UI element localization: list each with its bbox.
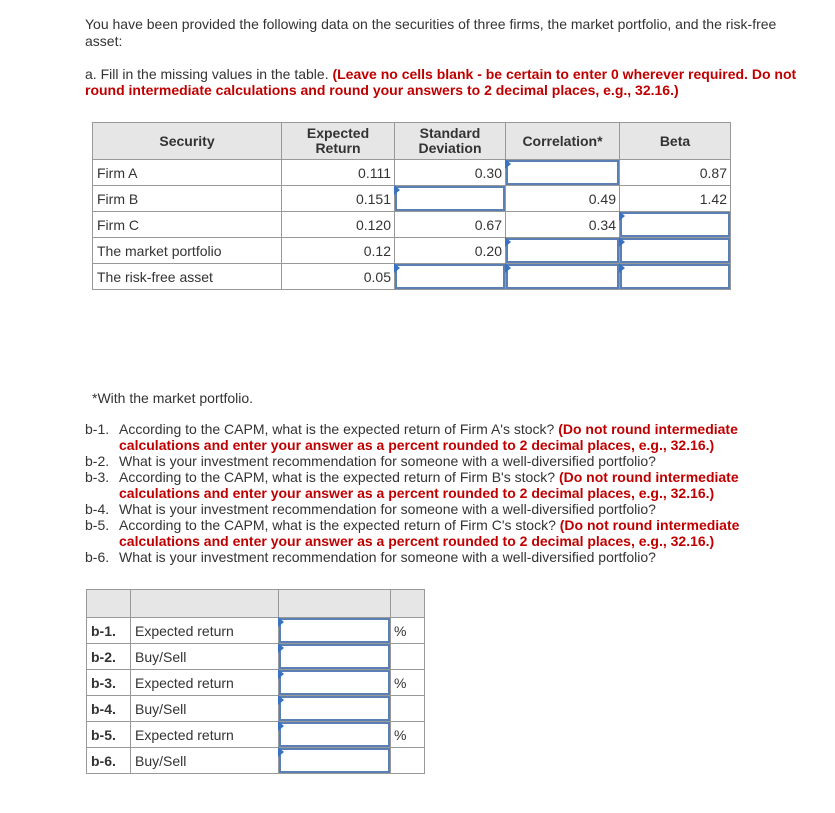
question-text: According to the CAPM, what is the expected return of Firm A's stock?	[119, 421, 555, 437]
flag-icon	[278, 721, 284, 731]
expected-return-value: 0.111	[282, 160, 395, 186]
security-name: The risk-free asset	[93, 264, 282, 290]
question-b5	[85, 517, 785, 549]
b5-expected-return-input[interactable]	[279, 722, 390, 747]
part-a-instruction: (Leave no cells blank - be certain to enter 0 wherever required. Do not round intermediate calculations and round your answers to 2 decimal places, e.g., 32.16.)	[85, 66, 797, 98]
beta-value: 0.87	[620, 160, 731, 186]
part-a	[85, 66, 805, 98]
securities-table	[92, 122, 731, 290]
flag-icon	[278, 669, 284, 679]
flag-icon	[505, 237, 511, 247]
header-security: Security	[93, 123, 282, 160]
answer-row	[87, 618, 425, 644]
answer-label: Expected return	[131, 722, 279, 748]
question-number: b-2.	[85, 453, 110, 469]
b1-expected-return-input[interactable]	[279, 618, 390, 643]
answer-label: Expected return	[131, 618, 279, 644]
header-correlation: Correlation*	[506, 123, 620, 160]
table-row	[93, 160, 731, 186]
riskfree-beta-input[interactable]	[620, 264, 730, 289]
expected-return-value: 0.151	[282, 186, 395, 212]
answers-table	[86, 589, 425, 774]
table-row	[93, 264, 731, 290]
expected-return-value: 0.12	[282, 238, 395, 264]
question-number: b-4.	[85, 501, 110, 517]
header-expected-return: Expected Return	[282, 123, 395, 160]
correlation-value: 0.34	[506, 212, 620, 238]
question-instruction: (Do not round intermediate calculations and enter your answer as a percent rounded to 2 decimal places, e.g., 32.16.)	[119, 517, 740, 549]
question-text: What is your investment recommendation for someone with a well-diversified portfolio?	[119, 549, 656, 565]
firm-b-std-dev-input[interactable]	[395, 186, 505, 211]
intro-text: You have been provided the following data on the securities of three firms, the market portfolio, and the risk-free asset:	[85, 16, 777, 49]
flag-icon	[278, 617, 284, 627]
flag-icon	[394, 263, 400, 273]
answer-row	[87, 644, 425, 670]
answers-header-row	[87, 590, 425, 618]
footnote: *With the market portfolio.	[92, 390, 254, 406]
flag-icon	[278, 747, 284, 757]
question-instruction: (Do not round intermediate calculations and enter your answer as a percent rounded to 2 decimal places, e.g., 32.16.)	[119, 421, 738, 453]
b2-buy-sell-select[interactable]	[279, 644, 390, 669]
question-text: What is your investment recommendation for someone with a well-diversified portfolio?	[119, 501, 656, 517]
riskfree-std-dev-input[interactable]	[395, 264, 505, 289]
question-b1	[85, 421, 785, 453]
correlation-cell	[506, 160, 620, 186]
question-text: According to the CAPM, what is the expected return of Firm B's stock?	[119, 469, 556, 485]
beta-value: 1.42	[620, 186, 731, 212]
firm-c-beta-input[interactable]	[620, 212, 730, 237]
header-standard-deviation: Standard Deviation	[395, 123, 506, 160]
question-b2	[85, 453, 785, 469]
table-row	[93, 186, 731, 212]
question-number: b-1.	[85, 421, 110, 437]
table-row	[93, 238, 731, 264]
question-instruction: (Do not round intermediate calculations and enter your answer as a percent rounded to 2 decimal places, e.g., 32.16.)	[119, 469, 739, 501]
question-text: What is your investment recommendation for someone with a well-diversified portfolio?	[119, 453, 656, 469]
std-dev-value: 0.20	[395, 238, 506, 264]
answer-number: b-3.	[87, 670, 131, 696]
firm-a-correlation-input[interactable]	[506, 160, 619, 185]
question-text: According to the CAPM, what is the expected return of Firm C's stock?	[119, 517, 556, 533]
b3-expected-return-input[interactable]	[279, 670, 390, 695]
expected-return-value: 0.05	[282, 264, 395, 290]
question-b6	[85, 549, 785, 565]
answer-row	[87, 670, 425, 696]
answer-number: b-2.	[87, 644, 131, 670]
market-beta-input[interactable]	[620, 238, 730, 263]
part-a-label: a.	[85, 66, 97, 82]
answer-label: Buy/Sell	[131, 696, 279, 722]
percent-unit	[391, 748, 425, 774]
answer-label: Expected return	[131, 670, 279, 696]
answer-row	[87, 748, 425, 774]
beta-cell	[620, 264, 731, 290]
answer-row	[87, 722, 425, 748]
question-number: b-5.	[85, 517, 110, 533]
expected-return-value: 0.120	[282, 212, 395, 238]
questions-list	[85, 421, 785, 565]
flag-icon	[505, 159, 511, 169]
question-b3	[85, 469, 785, 501]
answer-label: Buy/Sell	[131, 644, 279, 670]
question-number: b-6.	[85, 549, 110, 565]
correlation-cell	[506, 238, 620, 264]
flag-icon	[278, 643, 284, 653]
part-a-text: Fill in the missing values in the table.	[100, 66, 329, 82]
percent-unit: %	[391, 618, 425, 644]
answer-number: b-1.	[87, 618, 131, 644]
percent-unit: %	[391, 722, 425, 748]
std-dev-cell	[395, 186, 506, 212]
b6-buy-sell-select[interactable]	[279, 748, 390, 773]
security-name: Firm B	[93, 186, 282, 212]
flag-icon	[619, 263, 625, 273]
answer-number: b-5.	[87, 722, 131, 748]
table-header-row	[93, 123, 731, 160]
flag-icon	[505, 263, 511, 273]
flag-icon	[394, 185, 400, 195]
question-b4	[85, 501, 785, 517]
market-correlation-input[interactable]	[506, 238, 619, 263]
security-name: The market portfolio	[93, 238, 282, 264]
flag-icon	[278, 695, 284, 705]
riskfree-correlation-input[interactable]	[506, 264, 619, 289]
percent-unit: %	[391, 670, 425, 696]
percent-unit	[391, 696, 425, 722]
answer-label: Buy/Sell	[131, 748, 279, 774]
table-row	[93, 212, 731, 238]
std-dev-value: 0.30	[395, 160, 506, 186]
correlation-cell	[506, 264, 620, 290]
beta-cell	[620, 212, 731, 238]
b4-buy-sell-select[interactable]	[279, 696, 390, 721]
flag-icon	[619, 211, 625, 221]
std-dev-value: 0.67	[395, 212, 506, 238]
header-beta: Beta	[620, 123, 731, 160]
std-dev-cell	[395, 264, 506, 290]
answer-row	[87, 696, 425, 722]
beta-cell	[620, 238, 731, 264]
answer-number: b-6.	[87, 748, 131, 774]
question-number: b-3.	[85, 469, 110, 485]
flag-icon	[619, 237, 625, 247]
correlation-value: 0.49	[506, 186, 620, 212]
security-name: Firm C	[93, 212, 282, 238]
percent-unit	[391, 644, 425, 670]
security-name: Firm A	[93, 160, 282, 186]
answer-number: b-4.	[87, 696, 131, 722]
